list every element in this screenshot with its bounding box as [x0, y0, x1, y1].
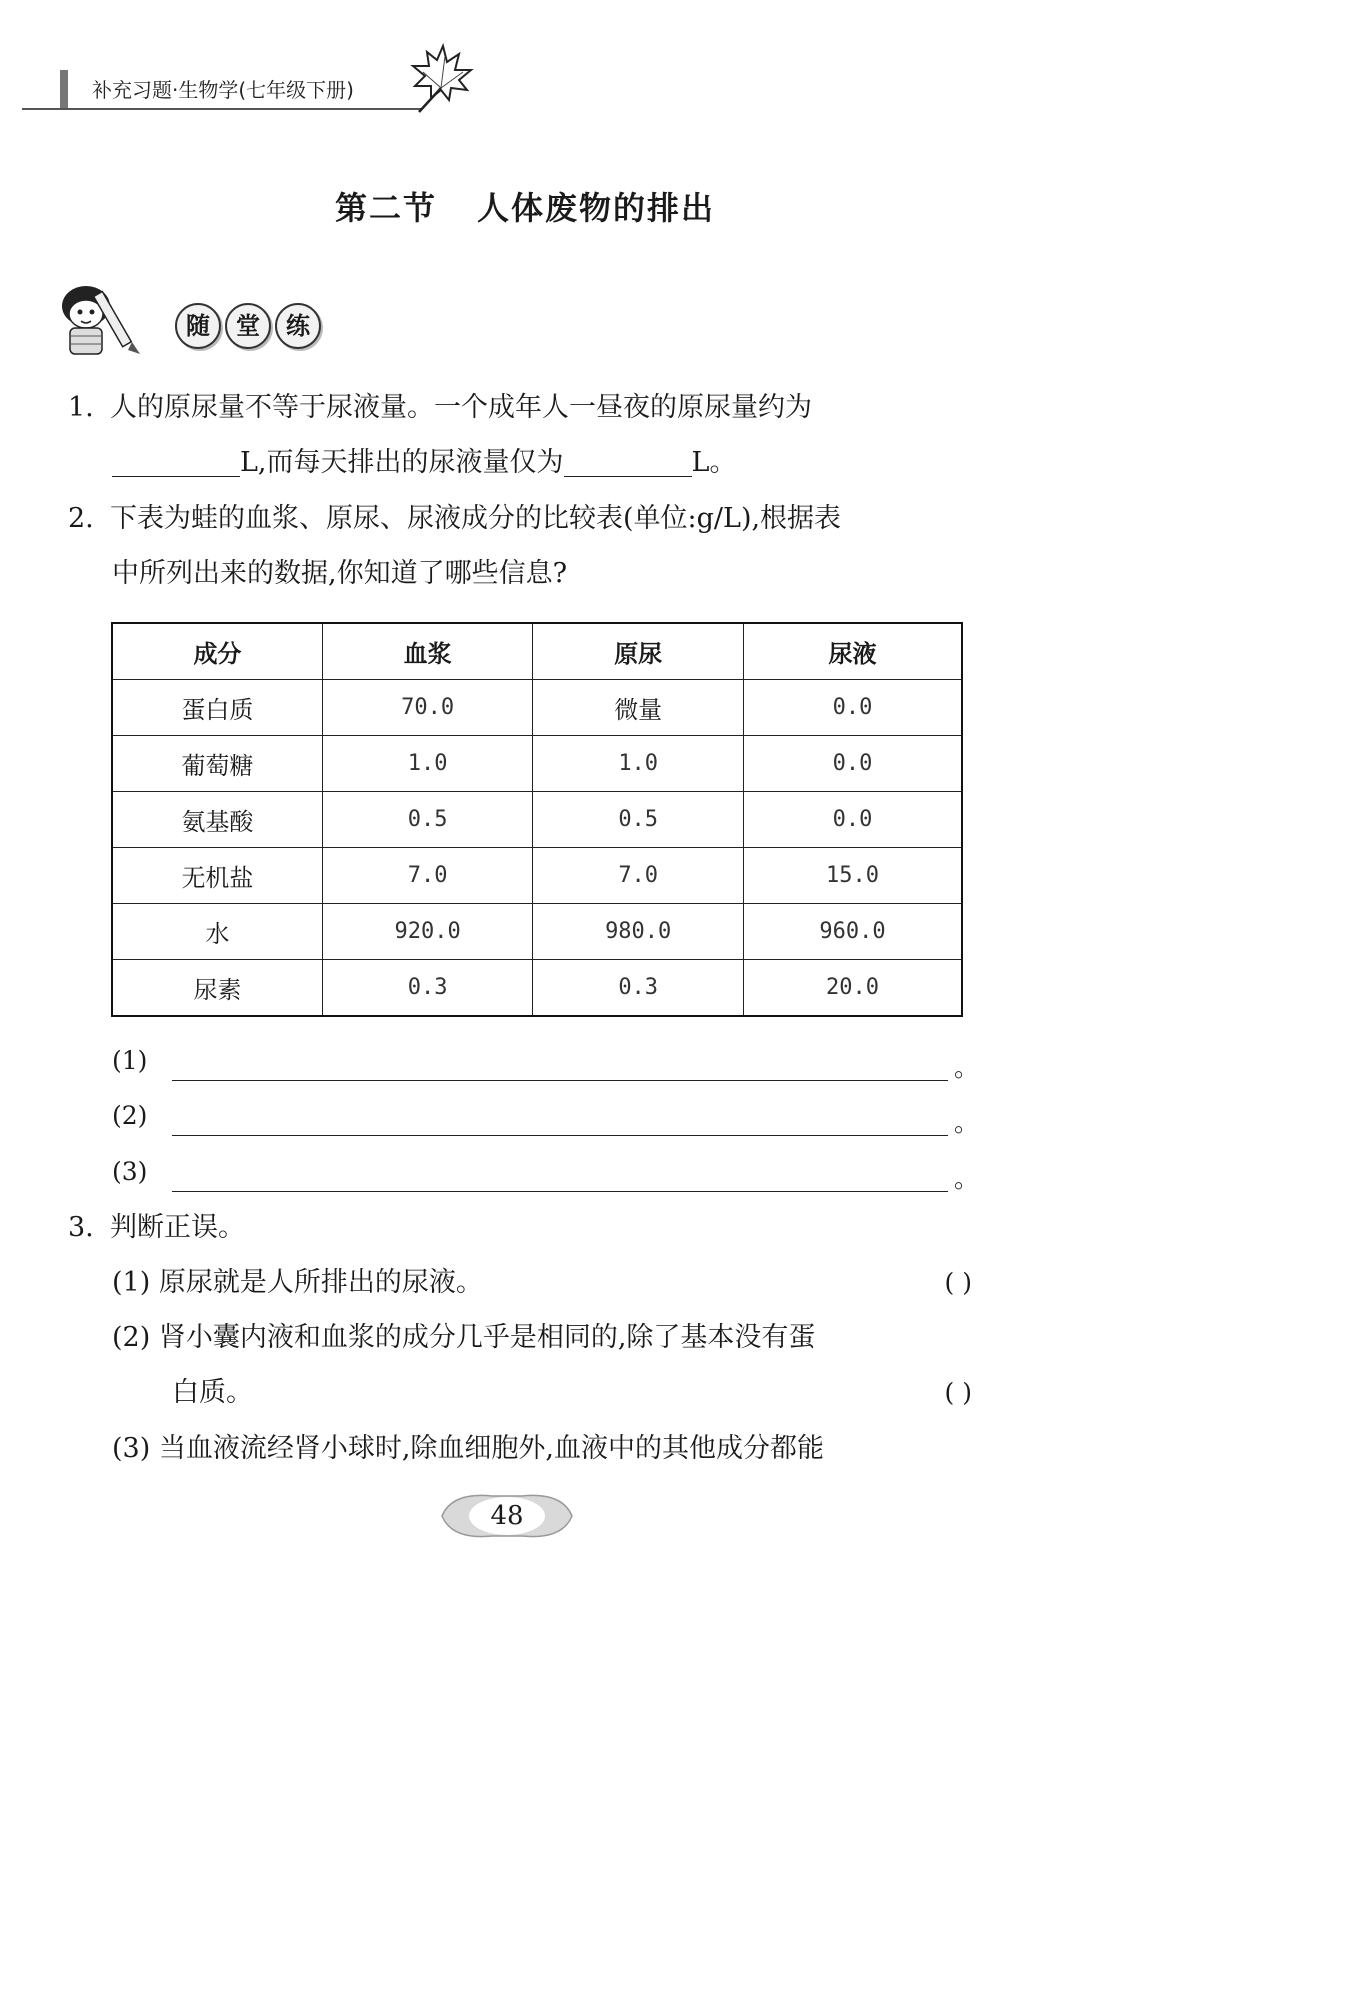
judge-answer-2[interactable]: ( ): [944, 1378, 972, 1407]
judge-answer-1[interactable]: ( ): [944, 1268, 972, 1297]
table-cell: 微量: [533, 680, 744, 736]
header-title: 补充习题·生物学(七年级下册): [92, 78, 354, 102]
table-row: [112, 792, 962, 848]
table-row: [112, 960, 962, 1017]
table-cell: 980.0: [533, 904, 744, 960]
answer-end-1: 。: [954, 1053, 980, 1082]
page-header: [22, 62, 422, 110]
question-2-number: 2.: [68, 503, 94, 534]
answer-row-3: [112, 1157, 980, 1197]
table-cell: 70.0: [322, 680, 533, 736]
judge-item-2: [112, 1310, 972, 1420]
page-number: 48: [490, 1501, 524, 1531]
section-number: 第二节: [334, 189, 437, 227]
table-cell: 蛋白质: [112, 680, 322, 736]
header-bar: [60, 70, 68, 108]
practice-badge-2: 堂: [225, 303, 271, 349]
composition-table: [111, 622, 963, 1017]
table-row: [112, 680, 962, 736]
table-cell: 1.0: [533, 736, 744, 792]
answer-row-1: [112, 1046, 980, 1086]
question-3: [68, 1200, 968, 1255]
answer-label-3: (3): [112, 1157, 148, 1186]
table-cell: 7.0: [322, 848, 533, 904]
answer-end-3: 。: [954, 1164, 980, 1193]
table-row: [112, 848, 962, 904]
answer-label-1: (1): [112, 1046, 148, 1075]
table-cell: 氨基酸: [112, 792, 322, 848]
judge-item-3: [112, 1421, 972, 1476]
answer-end-2: 。: [954, 1108, 980, 1137]
table-cell: 7.0: [533, 848, 744, 904]
table-cell: 0.3: [322, 960, 533, 1017]
table-row: [112, 904, 962, 960]
judge-label-1: (1): [112, 1267, 151, 1298]
table-cell: 15.0: [743, 848, 962, 904]
table-cell: 960.0: [743, 904, 962, 960]
table-header: 尿液: [743, 623, 962, 680]
table-cell: 920.0: [322, 904, 533, 960]
answer-line-3[interactable]: [172, 1191, 948, 1192]
table-header: 血浆: [322, 623, 533, 680]
judge-text-2b: 白质。: [172, 1377, 253, 1408]
page-number-badge: [432, 1490, 582, 1542]
table-cell: 尿素: [112, 960, 322, 1017]
table-cell: 无机盐: [112, 848, 322, 904]
table-cell: 0.0: [743, 736, 962, 792]
maple-leaf-icon: [405, 42, 475, 114]
judge-label-3: (3): [112, 1433, 151, 1464]
judge-label-2: (2): [112, 1322, 151, 1353]
section-name: 人体废物的排出: [477, 189, 716, 227]
section-title: [0, 183, 1050, 229]
question-2-line1: 下表为蛙的血浆、原尿、尿液成分的比较表(单位:g/L),根据表: [110, 503, 842, 534]
practice-badge-1: 随: [175, 303, 221, 349]
answer-label-2: (2): [112, 1101, 148, 1130]
table-cell: 0.5: [322, 792, 533, 848]
table-header: 成分: [112, 623, 322, 680]
table-cell: 0.5: [533, 792, 744, 848]
q1-blank-2[interactable]: [564, 446, 692, 477]
question-2-line2: 中所列出来的数据,你知道了哪些信息?: [112, 558, 568, 589]
question-1: [68, 380, 968, 490]
table-cell: 水: [112, 904, 322, 960]
judge-text-3: 当血液流经肾小球时,除血细胞外,血液中的其他成分都能: [158, 1433, 825, 1464]
table-cell: 1.0: [322, 736, 533, 792]
table-cell: 0.0: [743, 680, 962, 736]
question-1-number: 1.: [68, 392, 94, 423]
header-rule: [22, 108, 422, 110]
practice-badge-3: 练: [275, 303, 321, 349]
answer-line-1[interactable]: [172, 1080, 948, 1081]
judge-text-2: 肾小囊内液和血浆的成分几乎是相同的,除了基本没有蛋: [158, 1322, 816, 1353]
question-1-line1: 人的原尿量不等于尿液量。一个成年人一昼夜的原尿量约为: [110, 392, 812, 423]
q1-blank-1[interactable]: [112, 446, 240, 477]
question-1-line2a: L,而每天排出的尿液量仅为: [240, 447, 564, 478]
practice-badges: [175, 303, 325, 349]
table-cell: 0.0: [743, 792, 962, 848]
answer-row-2: [112, 1101, 980, 1141]
question-3-title: 判断正误。: [110, 1212, 245, 1243]
judge-item-1: [112, 1255, 972, 1310]
question-1-line2b: L。: [691, 447, 737, 478]
table-cell: 0.3: [533, 960, 744, 1017]
table-header: 原尿: [533, 623, 744, 680]
table-cell: 葡萄糖: [112, 736, 322, 792]
table-header-row: [112, 623, 962, 680]
answer-line-2[interactable]: [172, 1135, 948, 1136]
table-row: [112, 736, 962, 792]
judge-text-1: 原尿就是人所排出的尿液。: [158, 1267, 483, 1298]
table-cell: 20.0: [743, 960, 962, 1017]
student-mascot-icon: [48, 280, 158, 360]
question-2: [68, 491, 968, 601]
question-3-number: 3.: [68, 1212, 94, 1243]
